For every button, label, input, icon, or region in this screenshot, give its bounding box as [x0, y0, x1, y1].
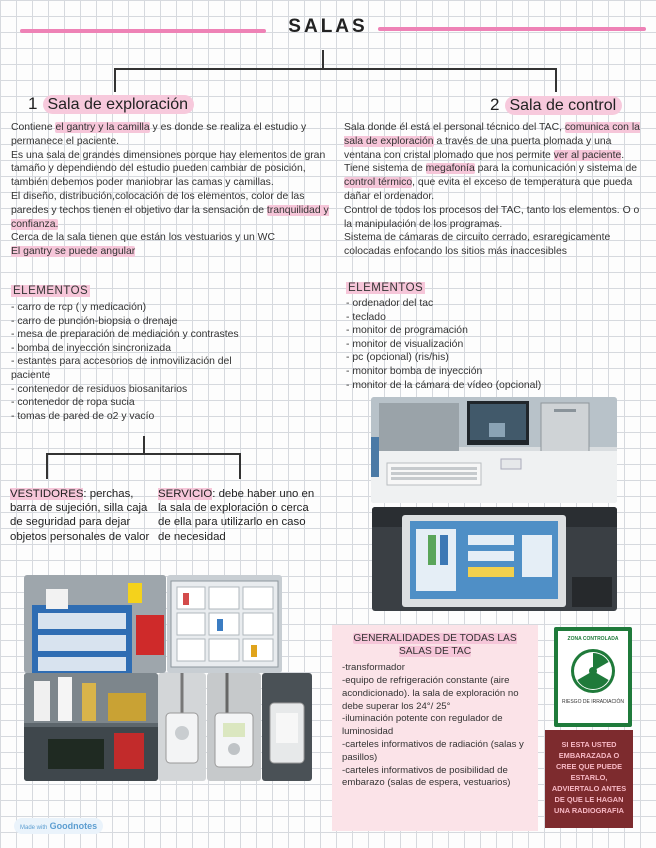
paragraph: Control de todos los procesos del TAC, tanto los elementos. O o la manipulación de los programas.: [344, 204, 640, 230]
injector-monitor-photo: [372, 507, 617, 611]
list-item: - pc (opcional) (ris/his): [346, 352, 449, 364]
list-item: - contenedor de ropa sucia: [11, 397, 135, 409]
section-number: 2: [490, 95, 500, 114]
list-item: - carro de punción-biopsia o drenaje: [11, 315, 178, 327]
connector: [322, 50, 324, 68]
prep-table-photo: [24, 673, 158, 781]
elementos-title-right: ELEMENTOS: [348, 282, 424, 294]
paragraph: El diseño, distribución,colocación de los elementos, color de las paredes y techos tienen el objetivo dar la sensación de tranquilidad y confianza.: [11, 190, 329, 230]
connector: [46, 453, 48, 479]
paragraph: Es una sala de grandes dimensiones porque hay elementos de gran tamaño y dependiendo del estudio pueden cambiar de posición, también debemos poder maniobrar las camas y camillas.: [11, 149, 326, 189]
brand-label: Goodnotes: [49, 821, 98, 831]
pregnancy-warning: SI ESTA USTED EMBARAZADA O CREE QUE PUEDE ESTARLO, ADVIERTALO ANTES DE QUE LE HAGAN UNA RADIOGRAFIA: [545, 730, 633, 828]
list-item: -carteles informativos de radiación (salas y pasillos): [342, 738, 524, 763]
title-line-right: [378, 27, 646, 31]
list-item: - mesa de preparación de mediación y contrastes: [11, 329, 239, 341]
list-item: - carro de rcp ( y medicación): [11, 302, 147, 313]
list-item: -equipo de refrigeración constante (aire acondicionado). la sala de exploración no debe superar los 24°/ 25°: [342, 674, 519, 712]
list-item: -transformador: [342, 662, 405, 674]
paragraph: Sala donde él está el personal técnico del TAC, comunica con la sala de exploración a través de una puerta plomada y una ventana con cristal plomado que nos permite ver al paciente.: [344, 122, 640, 161]
made-with-label: Made with: [20, 825, 48, 831]
crash-cart-photo: [24, 575, 166, 673]
generalidades-box: [332, 625, 538, 831]
page-title: SALAS: [288, 16, 368, 37]
list-item: - estantes para accesorios de inmovilización del paciente: [11, 356, 232, 381]
paragraph: Sistema de cámaras de circuito cerrado, esraregicamente colocadas enfocando los sitios más inaccesibles: [344, 232, 611, 258]
connector: [46, 453, 240, 455]
paragraph: El gantry se puede angular: [11, 246, 136, 258]
list-item: -iluminación potente con regulador de luminosidad: [342, 713, 503, 738]
sign-top-text: ZONA CONTROLADA: [567, 636, 619, 642]
list-item: - ordenador del tac: [346, 298, 434, 309]
elementos-list-right: [346, 297, 636, 392]
list-item: - monitor de la cámara de vídeo (opcional): [346, 379, 542, 391]
section-2-heading: [490, 95, 622, 115]
list-item: - contenedor de residuos biosanitarios: [11, 383, 188, 395]
connector: [239, 453, 241, 479]
list-item: -carteles informativos de posibilidad de embarazo (salas de espera, vestuarios): [342, 764, 511, 789]
connector: [143, 436, 145, 454]
paragraph: Cerca de la sala tienen que están los vestuarios y un WC: [11, 232, 275, 244]
list-item: - monitor bomba de inyección: [346, 365, 483, 377]
section-title: Sala de control: [505, 96, 622, 115]
section-1-heading: [28, 94, 194, 114]
sala-control-text: [344, 121, 648, 259]
list-item: - bomba de inyección sincronizada: [11, 342, 171, 354]
generalidades-title: GENERALIDADES DE TODAS LAS SALAS DE TAC: [353, 633, 517, 657]
paragraph: Contiene el gantry y la camilla y es donde se realiza el estudio y permanece el paciente.: [11, 122, 307, 147]
connector: [114, 68, 556, 70]
section-title: Sala de exploración: [43, 95, 194, 114]
control-room-photo: [371, 397, 617, 503]
supplies-drawer-photo: [167, 575, 282, 673]
elementos-list-left: [11, 301, 271, 423]
generalidades-list: [332, 662, 538, 790]
list-item: - monitor de programación: [346, 325, 468, 337]
sala-exploracion-text: [11, 121, 329, 259]
wall-outlet-photo-1: [158, 673, 206, 781]
list-item: - tomas de pared de o2 y vacío: [11, 410, 155, 422]
connector: [114, 68, 116, 92]
sign-bottom-text: RIESGO DE IRRADIACIÓN: [562, 699, 624, 705]
wall-outlet-photo-3: [262, 673, 312, 781]
connector: [555, 68, 557, 92]
elementos-title-left: ELEMENTOS: [13, 285, 89, 297]
list-item: - monitor de visualización: [346, 338, 464, 350]
vestidores-note: VESTIDORES: perchas, barra de sujeción, silla caja de seguridad para dejar objetos personales de valor: [10, 488, 150, 543]
servicio-note: SERVICIO: debe haber uno en la sala de exploración o cerca de ella para utilizarlo en caso de necesidad: [158, 488, 315, 543]
radiation-icon: [569, 647, 617, 695]
goodnotes-badge[interactable]: [14, 818, 103, 834]
radiation-sign: [554, 627, 632, 727]
wall-outlet-photo-2: [207, 673, 261, 781]
list-item: - teclado: [346, 311, 386, 323]
section-number: 1: [28, 94, 38, 113]
paragraph: Tiene sistema de megafonía para la comunicación y sistema de control térmico, que evita el exceso de temperatura que pueda dañar el ordenador.: [344, 163, 638, 202]
